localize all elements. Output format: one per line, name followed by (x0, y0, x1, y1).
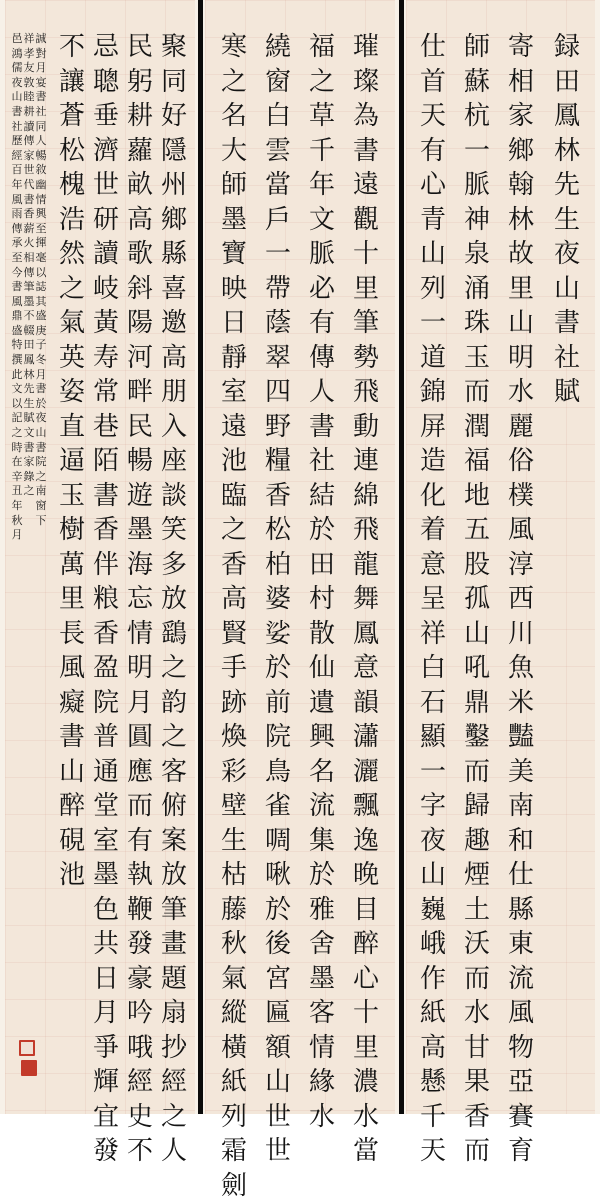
text-column-left-3: 忌聰垂濟世研讀岐黃寿常巷陌書香伴粮香盈院普通堂室墨色共日月爭輝宜發 (92, 32, 119, 1166)
text-column-right-3: 師蘇杭一脈神泉涌珠玉而潤福地五股孤山吼鼎鑿而歸趣煙土沃而水甘果香而 (463, 32, 490, 1166)
text-column-middle-4: 寒之名大師墨寶映日靜室遠池臨之香高賢手跡煥彩壁生枯藤秋氣縱橫紙列霜劍 (220, 32, 247, 1201)
text-column-middle-3: 繞窗白雲當戶一帶蔭翠四野糧香松柏婆娑於前院鳥雀啁啾於後宮匾額山世世 (264, 32, 291, 1166)
text-column-left-1: 聚同好隱州鄉縣喜邀高朋入座談笑多放鷂之韵之客俯案放筆畫題扇抄經之人 (160, 32, 187, 1166)
text-column-middle-2: 福之草千年文脈必有傳人書社結於田村散仙遺興名流集於雅舍墨客情緣水 (308, 32, 335, 1132)
artist-seal-upper (19, 1040, 35, 1056)
colophon-line-2: 祥孝友敦睦耕讀傳家世代書香薪火相傳筆墨不輟田鳳林先生賦文書家錄之 (23, 32, 35, 498)
text-column-right-1: 録田鳳林先生夜山書社賦 (553, 32, 580, 407)
scroll-panel-left (5, 0, 195, 1166)
text-column-middle-1: 璀璨為書遠觀十里筆勢飛動連綿飛龍舞鳳意韻瀟灑飄逸晚目醉心十里濃水當 (352, 32, 379, 1166)
colophon-line-3: 誠對月宴書社同人暢敘幽情興至揮毫以誌其盛庚子冬月書於夜山書院之南窗下 (35, 32, 47, 527)
artist-seal-lower (21, 1060, 37, 1076)
scroll-panel-middle (205, 0, 395, 1201)
scroll-panel-right (406, 0, 595, 1166)
text-column-right-2: 寄相家鄉翰林故里山明水麗俗樸風淳西川魚米豔美南和仕縣東流風物亞賽育 (507, 32, 534, 1166)
text-column-right-4: 仕首天有心青山列一道錦屏造化着意呈祥白石顯一字夜山巍峨作紙高懸千天 (419, 32, 446, 1166)
text-column-left-4: 不讓蒼松槐浩然之氣英姿直逼玉樹萬里長風癡書山醉硯池 (58, 32, 85, 890)
colophon-line-1: 邑鴻儒夜山書社歷經百年風雨傳承至今書風鼎盛特撰此文以記之時在辛丑年秋月 (11, 32, 23, 542)
panel-divider-left (198, 0, 203, 1114)
text-column-left-2: 民躬耕蘿畝高歌斜陽河畔民暢遊墨海忘情明月圓應而有執鞭發豪吟哦經史不 (126, 32, 153, 1166)
panel-divider-right (399, 0, 404, 1114)
